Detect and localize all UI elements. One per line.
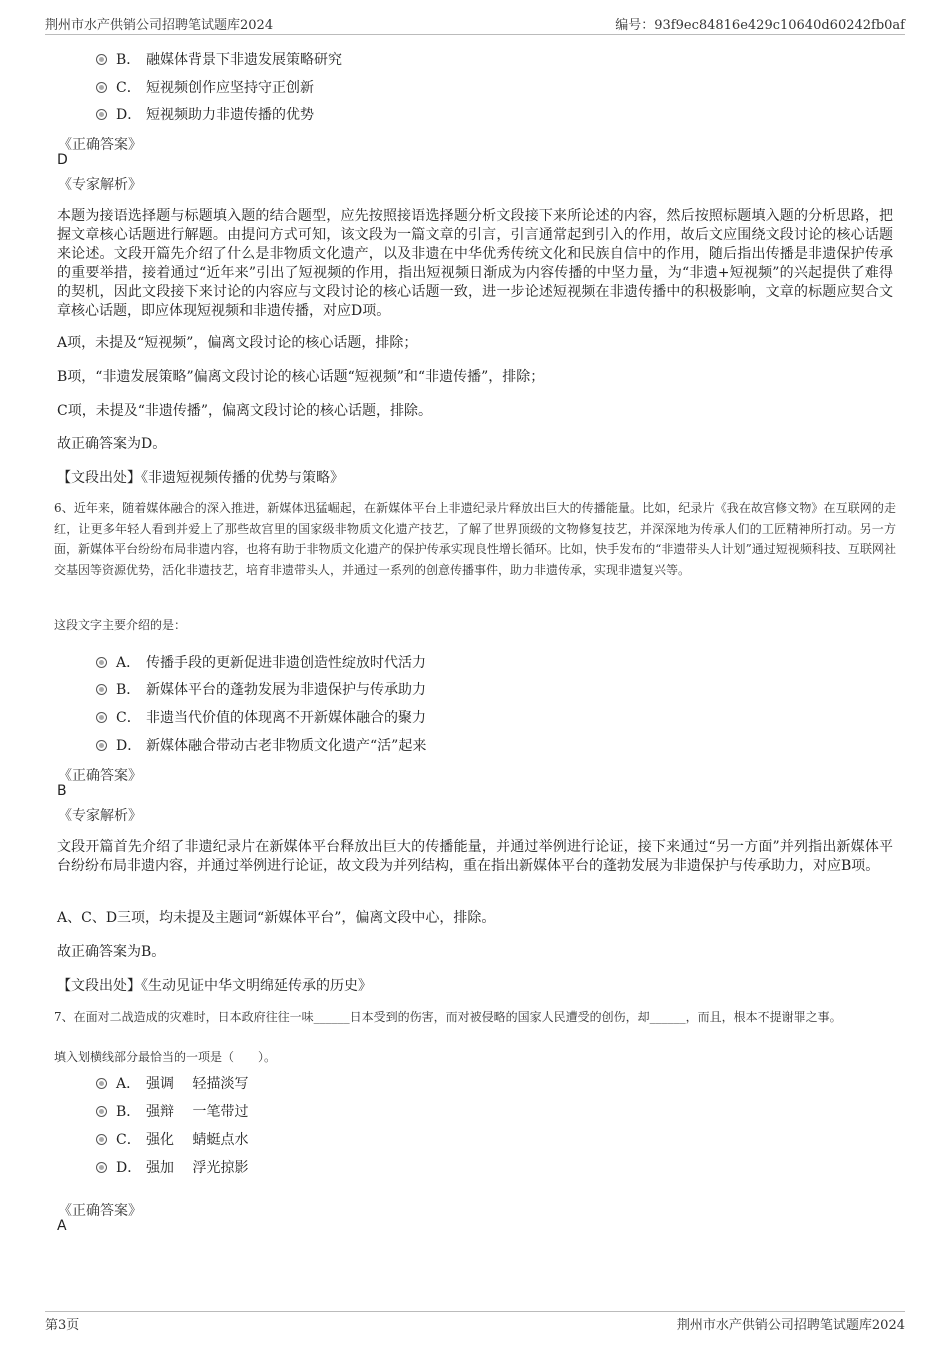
q5-analysis: 本题为接语选择题与标题填入题的结合题型，应先按照接语选择题分析文段接下来所论述的内容，然后按照标题填入题的分析思路，把握文章核心话题进行解题。由提问方式可知，该文段为一篇文章的引言，引言通常起到引入的作用，故后文应围绕文段讨论的核心话题来论述。文段开篇先介绍了什么是非物质文化遗产，以及非遗在中华优秀传统文化和民族自信中的作用，随后指出传播是非遗保护传承的重要举措，接着通过“近年来”引出了短视频的作用，指出短视频日渐成为内容传播的中坚力量，为“非遗+短视频”的兴起提供了难得的契机，因此文段接下来讨论的内容应与文段讨论的核心话题一致，进一步论述短视频在非遗传播中的积极影响，文章的标题应契合文章核心话题，即应体现短视频和非遗传播，对应D项。 [57,208,893,319]
q6-conclusion: 故正确答案为B。 [57,944,166,960]
q5-note-c: C项，未提及“非遗传播”，偏离文段讨论的核心话题，排除。 [57,403,433,419]
header-title: 荆州市水产供销公司招聘笔试题库2024 [45,18,274,33]
q5-option-c[interactable]: C． 短视频创作应坚持守正创新 [96,77,314,97]
radio-icon[interactable] [96,1078,107,1089]
q5-note-a: A项，未提及“短视频”，偏离文段讨论的核心话题，排除； [57,335,418,351]
q7-option-d[interactable]: D． 强加 浮光掠影 [96,1157,248,1177]
q7-stem: 7、在面对二战造成的灾难时，日本政府往往一味______日本受到的伤害，而对被侵略的国家人民遭受的创伤，却______，而且，根本不提谢罪之事。 [54,1010,842,1024]
q7-answer-label: 《正确答案》 [58,1203,142,1219]
page-footer [45,1314,905,1332]
q6-analysis-label: 《专家解析》 [58,808,142,824]
q5-option-b[interactable]: B． 融媒体背景下非遗发展策略研究 [96,49,342,69]
page-header [45,14,905,32]
footer-title: 荆州市水产供销公司招聘笔试题库2024 [676,1318,905,1333]
q7-option-c[interactable]: C． 强化 蜻蜓点水 [96,1129,248,1149]
radio-icon[interactable] [96,109,107,120]
q5-conclusion: 故正确答案为D。 [57,436,167,452]
q6-note-acd: A、C、D三项，均未提及主题词“新媒体平台”，偏离文段中心，排除。 [57,910,496,926]
radio-icon[interactable] [96,1134,107,1145]
q6-option-d[interactable]: D． 新媒体融合带动古老非物质文化遗产“活”起来 [96,735,426,755]
q5-analysis-label: 《专家解析》 [58,177,142,193]
radio-icon[interactable] [96,54,107,65]
q6-stem: 6、近年来，随着媒体融合的深入推进，新媒体迅猛崛起，在新媒体平台上非遗纪录片释放出巨大的传播能量。比如，纪录片《我在故宫修文物》在互联网的走红，让更多年轻人看到并爱上了那些故宫里的国家级非物质文化遗产技艺，了解了世界顶级的文物修复技艺，并深深地为传承人们的工匠精神所打动。另一方面，新媒体平台纷纷布局非遗内容，也将有助于非物质文化遗产的保护传承实现良性增长循环。比如，快手发布的“非遗带头人计划”通过短视频科技、互联网社交基因等资源优势，活化非遗技艺，培育非遗带头人，并通过一系列的创意传播事件，助力非遗传承，实现非遗复兴等。 [54,501,896,577]
q5-source: 【文段出处】《非遗短视频传播的优势与策略》 [57,470,344,486]
q6-option-a[interactable]: A． 传播手段的更新促进非遗创造性绽放时代活力 [96,652,426,672]
radio-icon[interactable] [96,712,107,723]
q5-answer: D [57,152,68,168]
q5-option-d[interactable]: D． 短视频助力非遗传播的优势 [96,104,314,124]
footer-divider [45,1311,905,1312]
header-divider [45,34,905,35]
q6-answer: B [57,783,67,799]
q6-source: 【文段出处】《生动见证中华文明绵延传承的历史》 [57,978,372,994]
q6-option-c[interactable]: C． 非遗当代价值的体现离不开新媒体融合的聚力 [96,707,426,727]
radio-icon[interactable] [96,82,107,93]
radio-icon[interactable] [96,1106,107,1117]
q7-option-a[interactable]: A． 强调 轻描淡写 [96,1073,248,1093]
radio-icon[interactable] [96,740,107,751]
radio-icon[interactable] [96,657,107,668]
page-number: 第3页 [45,1318,80,1333]
q7-answer: A [57,1218,67,1234]
header-doc-id: 编号：93f9ec84816e429c10640d60242fb0af [615,18,905,33]
radio-icon[interactable] [96,684,107,695]
q5-note-b: B项，“非遗发展策略”偏离文段讨论的核心话题“短视频”和“非遗传播”，排除； [57,369,545,385]
q6-prompt: 这段文字主要介绍的是： [54,618,187,632]
q7-option-b[interactable]: B． 强辩 一笔带过 [96,1101,248,1121]
q6-answer-label: 《正确答案》 [58,768,142,784]
q7-prompt: 填入划横线部分最恰当的一项是（ ）。 [54,1050,277,1064]
q5-answer-label: 《正确答案》 [58,137,142,153]
q6-option-b[interactable]: B． 新媒体平台的蓬勃发展为非遗保护与传承助力 [96,679,426,699]
radio-icon[interactable] [96,1162,107,1173]
q6-analysis: 文段开篇首先介绍了非遗纪录片在新媒体平台释放出巨大的传播能量，并通过举例进行论证，接下来通过“另一方面”并列指出新媒体平台纷纷布局非遗内容，并通过举例进行论证，故文段为并列结构，重在指出新媒体平台的蓬勃发展为非遗保护与传承助力，对应B项。 [57,839,893,874]
